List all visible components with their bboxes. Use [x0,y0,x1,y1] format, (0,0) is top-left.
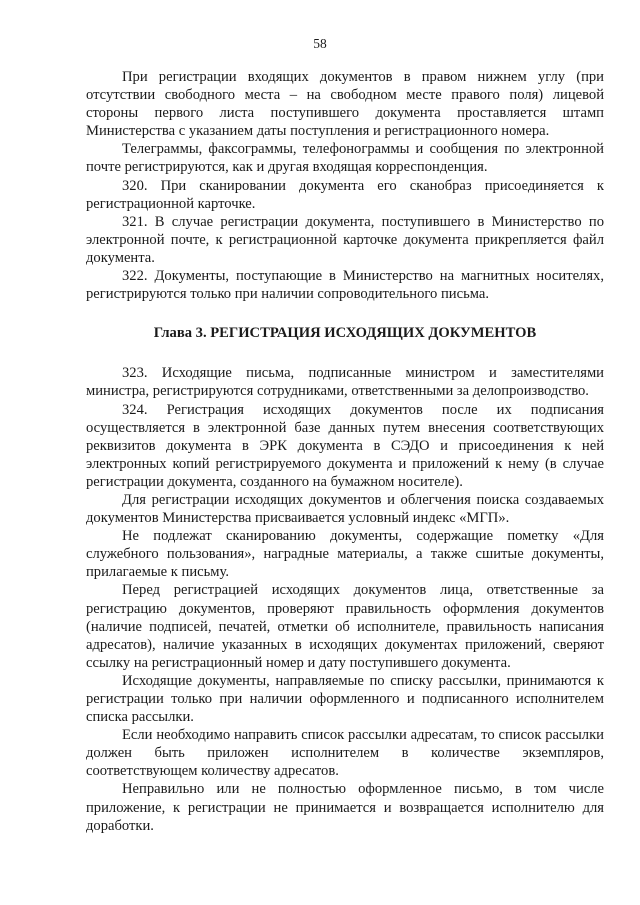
paragraph: Перед регистрацией исходящих документов лица, ответственные за регистрацию документов, проверяют правильность оформления документов (наличие подписей, печатей, отметки об исполнителе, правильность написания адресатов), наличие указанных в исходящих документах приложений, сверяют ссылку на регистрационный номер и дату поступившего документа. [86,582,604,671]
paragraph: Не подлежат сканированию документы, содержащие пометку «Для служебного пользования», наградные материалы, а также сшитые документы, прилагаемые к письму. [86,528,604,581]
paragraph: Исходящие документы, направляемые по списку рассылки, принимаются к регистрации только при наличии оформленного и подписанного исполнителем списка рассылки. [86,672,604,726]
section-incoming [86,68,604,303]
page-body [86,68,604,835]
paragraph: 323. Исходящие письма, подписанные министром и заместителями министра, регистрируются сотрудниками, ответственными за делопроизводство. [86,365,604,400]
chapter-title: Глава 3. РЕГИСТРАЦИЯ ИСХОДЯЩИХ ДОКУМЕНТОВ [153,325,537,342]
paragraph: Для регистрации исходящих документов и облегчения поиска создаваемых документов Министерства присваивается условный индекс «МГП». [86,491,604,527]
section-outgoing [86,364,604,834]
paragraph: 321. В случае регистрации документа, поступившего в Министерство по электронной почте, к регистрационной карточке документа прикрепляется файл документа. [86,213,604,266]
paragraph: 320. При сканировании документа его сканобраз присоединяется к регистрационной карточке. [86,177,604,212]
paragraph: 322. Документы, поступающие в Министерство на магнитных носителях, регистрируются только при наличии сопроводительного письма. [86,268,604,303]
paragraph: 324. Регистрация исходящих документов после их подписания осуществляется в электронной базе данных путем внесения соответствующих реквизитов документа в ЭРК документа в СЭДО и присоединения к ней электронных копий регистрируемого документа и приложений к нему (в случае регистрации документа, созданного на бумажном носителе). [86,401,604,490]
paragraph: Телеграммы, факсограммы, телефонограммы и сообщения по электронной почте регистрируются, как и другая входящая корреспонденция. [86,141,604,176]
paragraph: Если необходимо направить список рассылки адресатам, то список рассылки должен быть приложен исполнителем в количестве экземпляров, соответствующем количеству адресатов. [86,727,604,780]
paragraph: Неправильно или не полностью оформленное письмо, в том числе приложение, к регистрации не принимается и возвращается исполнителю для доработки. [86,781,604,834]
page-number: 58 [313,36,327,51]
paragraph: При регистрации входящих документов в правом нижнем углу (при отсутствии свободного места – на свободном месте правого поля) лицевой стороны первого листа поступившего документа проставляется штамп Министерства с указанием даты поступления и регистрационного номера. [86,69,604,140]
